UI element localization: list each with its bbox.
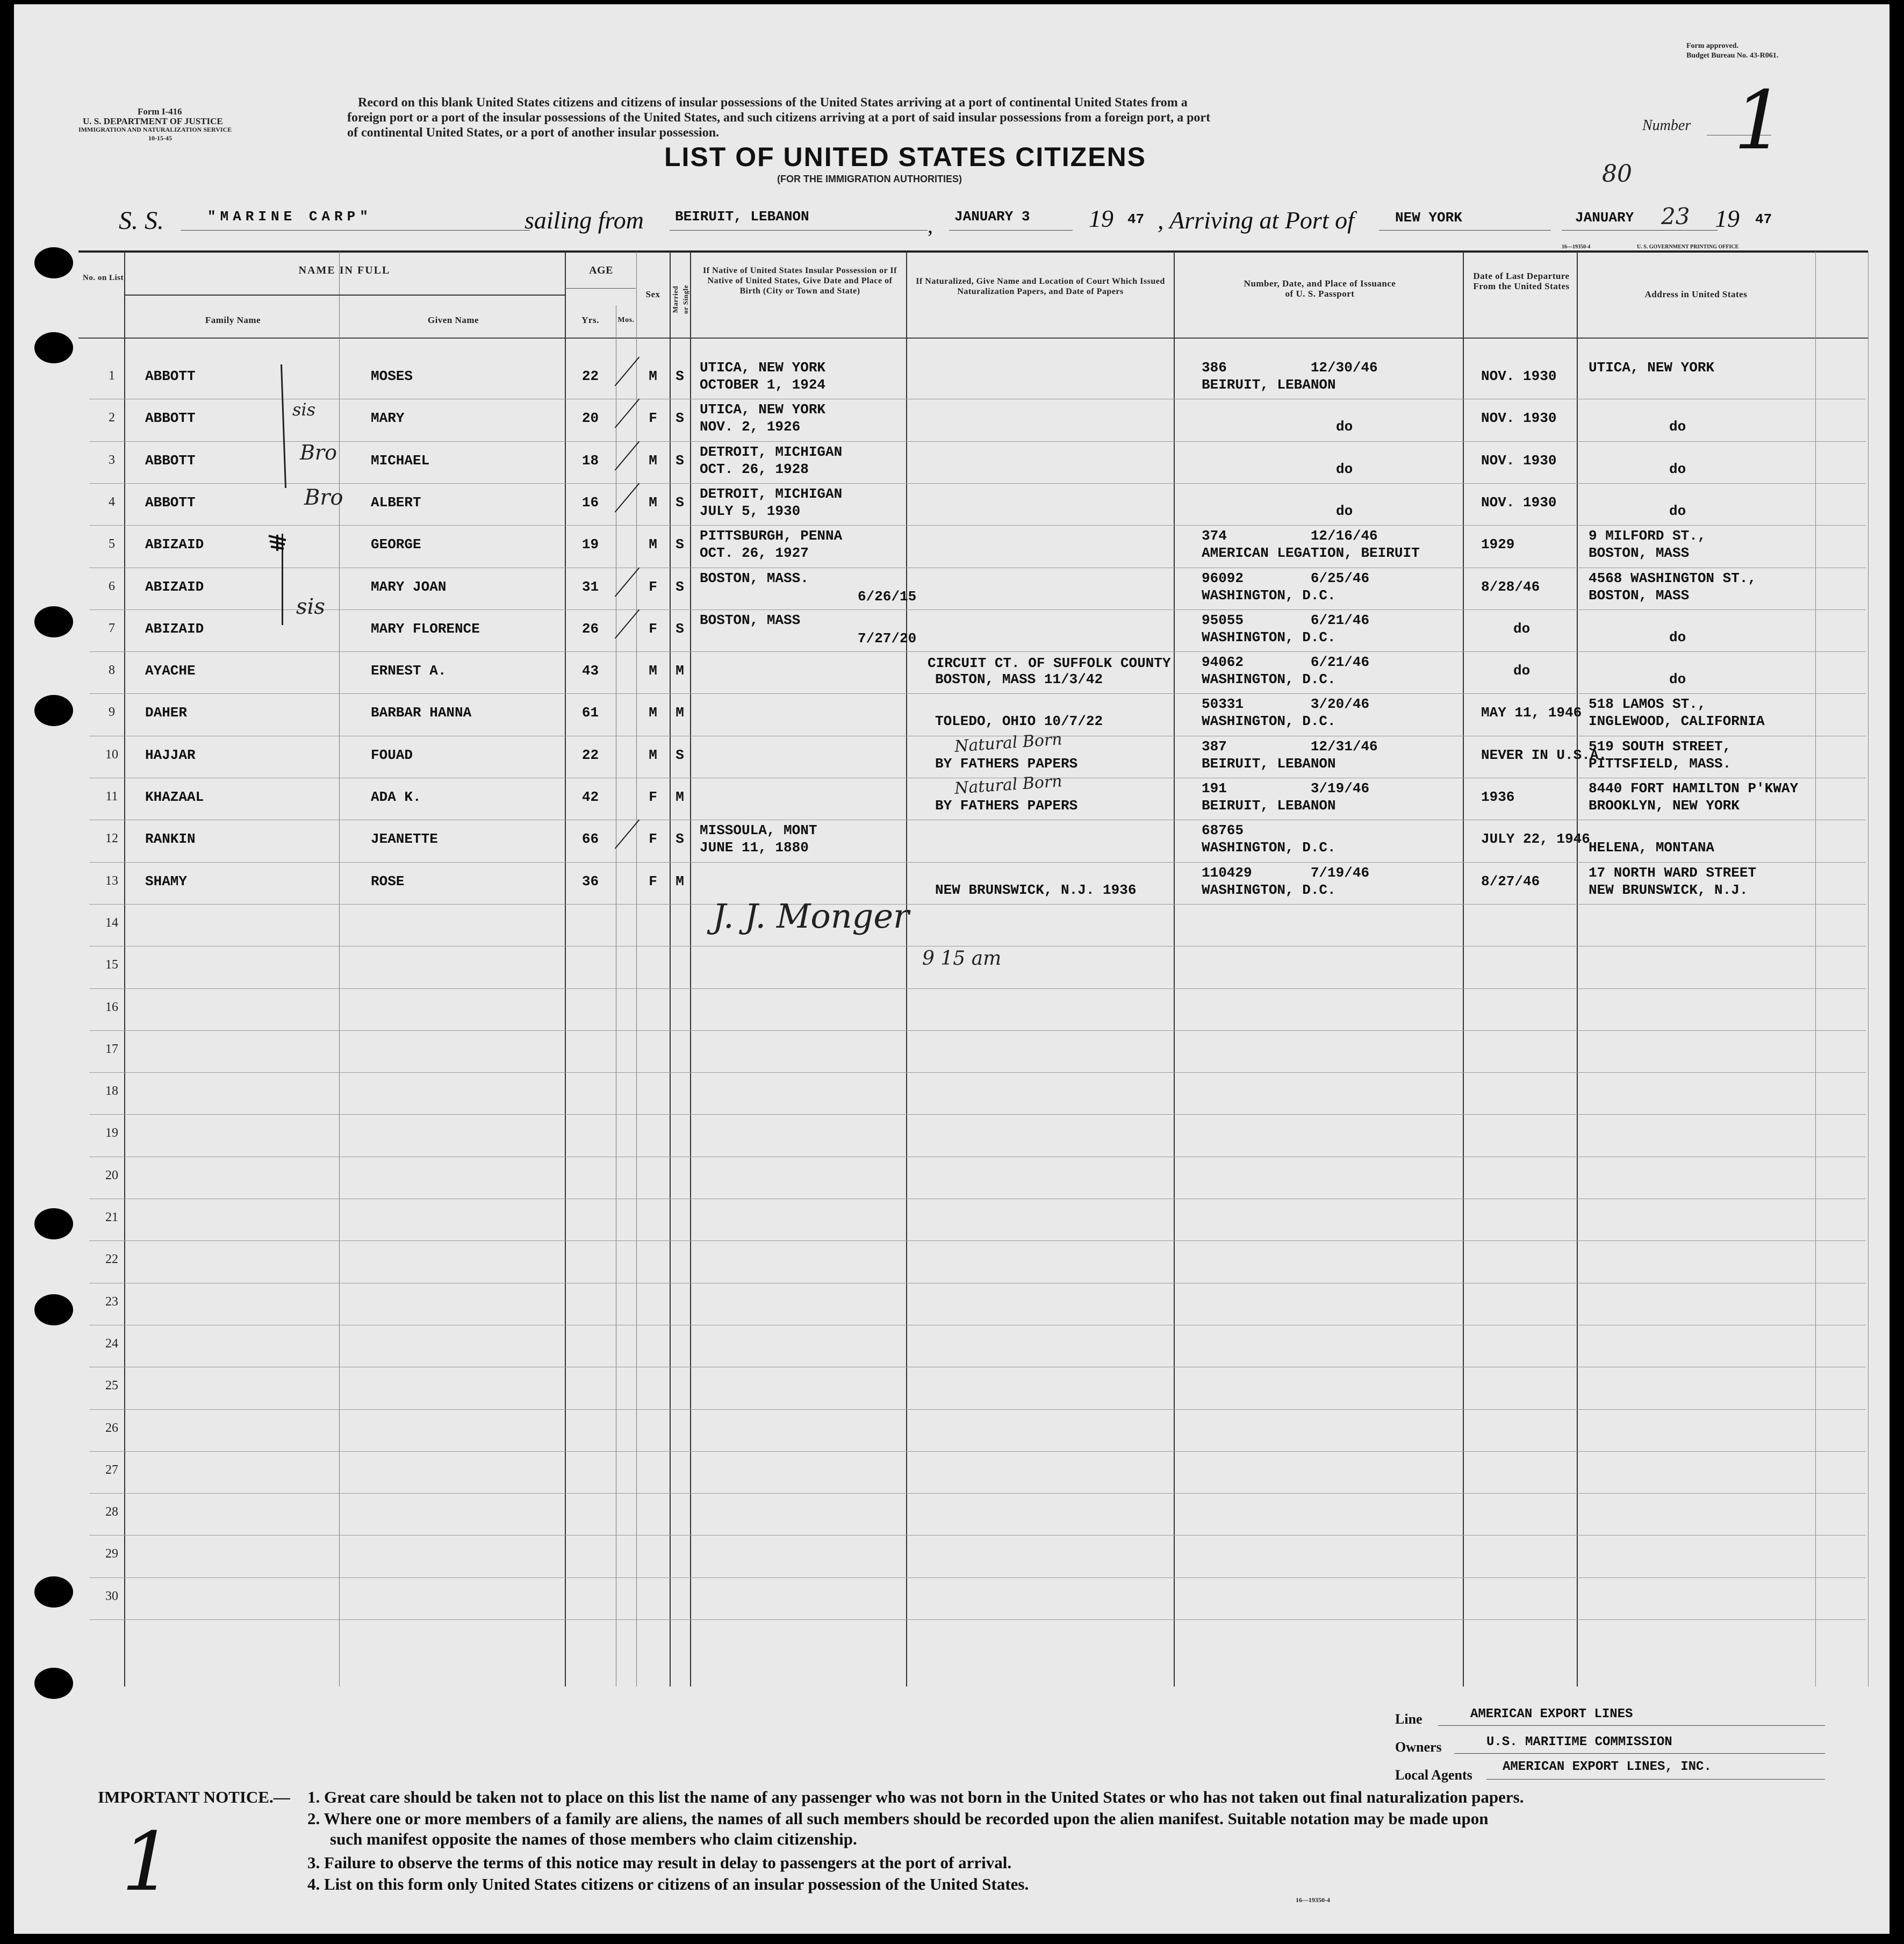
- header-family-name: Family Name: [205, 315, 261, 325]
- arriving-label: , Arriving at Port of: [1158, 206, 1354, 234]
- from-port: BEIRUIT, LEBANON: [675, 209, 809, 225]
- age-years: 36: [581, 873, 599, 889]
- age-years: 66: [581, 831, 599, 848]
- row-rule: [89, 904, 1866, 905]
- signature: J. J. Monger: [713, 896, 909, 936]
- family-name: KHAZAAL: [145, 789, 204, 805]
- naturalization-location: BY FATHERS PAPERS: [935, 798, 1078, 814]
- given-name: JEANETTE: [371, 831, 438, 848]
- row-rule: [89, 1072, 1866, 1073]
- instruction-line: Record on this blank United States citizens and citizens of insular possessions of the United States arriving at a port of continental United States from a: [358, 96, 1188, 110]
- form-number: Form I-416: [138, 106, 182, 117]
- row-number: 12: [105, 831, 118, 846]
- marital-status: S: [676, 831, 684, 848]
- family-name: RANKIN: [145, 831, 196, 848]
- page-subtitle: (FOR THE IMMIGRATION AUTHORITIES): [777, 174, 962, 184]
- given-name: MOSES: [371, 368, 413, 384]
- birth-date: OCTOBER 1, 1924: [700, 377, 826, 393]
- age-years: 20: [581, 410, 599, 427]
- last-departure: MAY 11, 1946: [1481, 705, 1582, 721]
- passport-place: BEIRUIT, LEBANON: [1202, 377, 1336, 393]
- scribble-mark: [267, 534, 288, 552]
- row-rule: [89, 1535, 1866, 1536]
- family-name: ABIZAID: [145, 620, 204, 637]
- col-divider: [339, 252, 340, 1687]
- sex: F: [649, 410, 657, 427]
- row-rule: [89, 651, 1866, 652]
- row-number: 19: [105, 1126, 118, 1140]
- birth-date: JUNE 11, 1880: [700, 840, 809, 856]
- row-number: 18: [105, 1084, 118, 1099]
- handwritten-page-number: 1: [121, 1816, 173, 1909]
- last-departure: NOV. 1930: [1481, 494, 1557, 511]
- row-rule: [89, 483, 1866, 484]
- form-approved: Form approved.: [1686, 42, 1738, 50]
- sex: M: [649, 705, 657, 721]
- birth-date: OCT. 26, 1927: [700, 545, 809, 562]
- sex: M: [649, 663, 657, 679]
- family-name: ABBOTT: [145, 494, 196, 511]
- row-number: 8: [109, 663, 115, 678]
- birth-date: 6/26/15: [858, 588, 917, 605]
- marital-status: S: [676, 578, 684, 595]
- owners-value: U.S. MARITIME COMMISSION: [1486, 1735, 1672, 1749]
- age-years: 26: [581, 620, 599, 637]
- row-rule: [89, 1240, 1866, 1241]
- row-number: 22: [105, 1252, 118, 1267]
- row-number: 13: [105, 873, 118, 888]
- row-rule: [89, 609, 1866, 610]
- sailing-label: sailing from: [525, 206, 644, 234]
- manifest-page: [14, 4, 1889, 1934]
- time-note: 9 15 am: [922, 948, 1002, 970]
- last-departure: NEVER IN U.S.A.: [1481, 747, 1607, 763]
- row-number: 11: [105, 790, 118, 804]
- row-rule: [89, 1493, 1866, 1494]
- header-no: No. on List: [83, 274, 124, 282]
- given-name: BARBAR HANNA: [371, 705, 472, 721]
- marital-status: S: [676, 536, 684, 553]
- naturalization-court: CIRCUIT CT. OF SUFFOLK COUNTY: [928, 655, 1171, 672]
- row-number: 28: [105, 1505, 118, 1519]
- year-prefix: 19: [1089, 205, 1113, 232]
- row-number: 2: [109, 411, 115, 425]
- age-years: 22: [581, 368, 599, 384]
- birth-place: MISSOULA, MONT: [700, 822, 817, 839]
- passport-place: WASHINGTON, D.C.: [1202, 629, 1336, 645]
- birth-place: BOSTON, MASS.: [700, 570, 809, 586]
- family-name: ABIZAID: [145, 578, 204, 595]
- last-departure: 8/28/46: [1481, 578, 1540, 595]
- notice-2-cont: such manifest opposite the names of those members who claim citizenship.: [330, 1830, 857, 1848]
- handwritten-number: 1: [1734, 74, 1785, 168]
- punch-hole: [34, 606, 73, 637]
- department: U. S. DEPARTMENT OF JUSTICE: [83, 116, 223, 126]
- row-number: 16: [105, 1000, 118, 1014]
- birth-date: 7/27/20: [858, 630, 917, 647]
- row-rule: [89, 1577, 1866, 1578]
- passport-number-date: 374 12/16/46: [1202, 528, 1378, 544]
- header-age: AGE: [589, 264, 613, 276]
- header-naturalized: If Naturalized, Give Name and Location of Court Which Issued Naturalization Papers, and Date of Papers: [916, 277, 1165, 296]
- form-date-code: 10-15-45: [148, 134, 172, 142]
- sex: M: [649, 747, 657, 763]
- arrive-day: 23: [1661, 203, 1690, 229]
- punch-hole: [34, 695, 73, 726]
- given-name: ROSE: [371, 873, 405, 889]
- last-departure: 1936: [1481, 789, 1515, 805]
- row-rule: [89, 1030, 1866, 1031]
- marital-status: M: [676, 705, 684, 721]
- age-years: 16: [581, 494, 599, 511]
- birth-place: BOSTON, MASS: [700, 612, 801, 628]
- age-years: 22: [581, 747, 599, 763]
- table-top-border: [78, 250, 1868, 253]
- age-years: 18: [581, 452, 599, 469]
- marital-status: S: [676, 747, 684, 763]
- col-divider: [690, 252, 691, 1687]
- row-number: 17: [105, 1042, 118, 1056]
- marital-status: S: [676, 452, 684, 469]
- col-divider: [1577, 252, 1578, 1687]
- family-name: ABBOTT: [145, 410, 196, 427]
- passport-number-date: 386 12/30/46: [1202, 360, 1378, 376]
- col-divider: [1815, 252, 1816, 1687]
- sex: F: [649, 873, 657, 889]
- row-number: 27: [105, 1462, 118, 1477]
- header-mos: Mos.: [617, 316, 635, 324]
- row-number: 4: [109, 494, 115, 509]
- birth-place: PITTSBURGH, PENNA: [700, 528, 843, 544]
- passport-number-date: 96092 6/25/46: [1202, 570, 1370, 586]
- address-city: INGLEWOOD, CALIFORNIA: [1589, 713, 1765, 730]
- row-number: 14: [105, 915, 118, 930]
- sex: F: [649, 831, 657, 848]
- family-name: SHAMY: [145, 873, 188, 889]
- number-label: Number: [1642, 117, 1691, 134]
- row-number: 7: [109, 621, 115, 635]
- passport-number-date: 110429 7/19/46: [1202, 864, 1370, 881]
- page-mark: 80: [1602, 160, 1632, 188]
- address-line: 4568 WASHINGTON ST.,: [1589, 570, 1757, 586]
- given-name: ADA K.: [371, 789, 421, 805]
- bro-note: Bro: [304, 485, 343, 510]
- arrive-date: JANUARY: [1575, 210, 1634, 226]
- last-departure: NOV. 1930: [1481, 368, 1557, 384]
- age-years: 31: [581, 578, 599, 595]
- row-rule: [89, 1114, 1866, 1115]
- header-yrs: Yrs.: [581, 315, 599, 325]
- header-native: If Native of United States Insular Possession or If Native of United States, Give Date and Place of Birth (City or Town and State): [703, 266, 897, 296]
- header-name-in-full: NAME IN FULL: [298, 264, 391, 276]
- row-number: 26: [105, 1421, 118, 1435]
- owners-label: Owners: [1395, 1739, 1442, 1755]
- passport-place: do: [1336, 461, 1353, 477]
- marital-status: M: [676, 789, 684, 805]
- sex: M: [649, 368, 657, 384]
- print-office: U. S. GOVERNMENT PRINTING OFFICE: [1637, 244, 1739, 250]
- row-number: 15: [105, 958, 118, 972]
- address-city: do: [1669, 461, 1686, 477]
- address-city: do: [1669, 503, 1686, 519]
- row-rule: [89, 1409, 1866, 1410]
- address-line: 518 LAMOS ST.,: [1589, 696, 1706, 713]
- address-city: do: [1669, 671, 1686, 688]
- budget-bureau: Budget Bureau No. 43-R061.: [1686, 52, 1779, 60]
- sex: M: [649, 452, 657, 469]
- header-sex: Sex: [645, 289, 660, 299]
- agents-value: AMERICAN EXPORT LINES, INC.: [1503, 1760, 1712, 1774]
- punch-hole: [34, 332, 73, 363]
- passport-place: WASHINGTON, D.C.: [1202, 587, 1336, 604]
- ship-underline: [181, 230, 530, 231]
- address-line: 17 NORTH WARD STREET: [1589, 864, 1757, 881]
- instruction-line: foreign port or a port of the insular possessions of the United States, and such citizens arriving at a port of said insular possessions from a foreign port, a port: [347, 111, 1211, 125]
- header-passport: Number, Date, and Place of Issuance of U. S. Passport: [1244, 278, 1396, 299]
- passport-place: do: [1336, 503, 1353, 519]
- marital-status: S: [676, 368, 684, 384]
- notice-label: IMPORTANT NOTICE.—: [98, 1788, 290, 1806]
- birth-place: UTICA, NEW YORK: [700, 360, 826, 376]
- punch-hole: [34, 247, 73, 278]
- comma: ,: [928, 213, 933, 238]
- name-header-rule: [124, 295, 565, 296]
- sis-note: sis: [296, 594, 325, 619]
- row-number: 5: [109, 537, 115, 551]
- address-line: 8440 FORT HAMILTON P'KWAY: [1589, 780, 1799, 797]
- given-name: MICHAEL: [371, 452, 430, 469]
- birth-date: JULY 5, 1930: [700, 503, 801, 519]
- service: IMMIGRATION AND NATURALIZATION SERVICE: [78, 126, 232, 133]
- address-city: BOSTON, MASS: [1589, 545, 1690, 562]
- passport-place: WASHINGTON, D.C.: [1202, 840, 1336, 856]
- passport-place: WASHINGTON, D.C.: [1202, 671, 1336, 688]
- passport-place: BEIRUIT, LEBANON: [1202, 755, 1336, 772]
- punch-hole: [34, 1294, 73, 1325]
- passport-place: AMERICAN LEGATION, BEIRUIT: [1202, 545, 1420, 562]
- age-header-rule: [565, 288, 636, 289]
- address-line: 9 MILFORD ST.,: [1589, 528, 1706, 544]
- col-divider: [1463, 252, 1464, 1687]
- given-name: ERNEST A.: [371, 663, 447, 679]
- header-departure: Date of Last Departure From the United States: [1473, 271, 1570, 291]
- col-divider: [1868, 252, 1869, 1687]
- last-departure: NOV. 1930: [1481, 452, 1557, 469]
- sail-year: 47: [1127, 211, 1145, 227]
- last-departure: do: [1513, 663, 1531, 679]
- address-city: NEW BRUNSWICK, N.J.: [1589, 881, 1748, 898]
- line-label: Line: [1395, 1711, 1422, 1727]
- address-line: 519 SOUTH STREET,: [1589, 738, 1731, 755]
- sex: M: [649, 494, 657, 511]
- sis-note: sis: [292, 399, 316, 420]
- row-rule: [89, 1619, 1866, 1620]
- address-city: BROOKLYN, NEW YORK: [1589, 798, 1740, 814]
- row-number: 3: [109, 453, 115, 467]
- marital-status: M: [676, 873, 684, 889]
- notice-2: 2. Where one or more members of a family are aliens, the names of all such members should be recorded upon the alien manifest. Suitable notation may be made upon: [307, 1809, 1489, 1828]
- naturalization-court: Natural Born: [954, 729, 1063, 756]
- notice-1: 1. Great care should be taken not to place on this list the name of any passenger who was not born in the United States or who has not taken out final naturalization papers.: [307, 1788, 1524, 1806]
- passport-number-date: 68765: [1202, 822, 1244, 839]
- given-name: MARY JOAN: [371, 578, 447, 595]
- line-value: AMERICAN EXPORT LINES: [1470, 1707, 1633, 1721]
- address-city: do: [1669, 629, 1686, 645]
- owners-underline: [1454, 1753, 1825, 1754]
- family-name: ABIZAID: [145, 536, 204, 553]
- last-departure: NOV. 1930: [1481, 410, 1557, 427]
- sail-date: JANUARY 3: [954, 209, 1030, 225]
- passport-place: WASHINGTON, D.C.: [1202, 881, 1336, 898]
- to-underline: [1379, 230, 1551, 231]
- passport-number-date: 191 3/19/46: [1202, 780, 1370, 797]
- arrive-underline: [1562, 230, 1718, 231]
- age-years: 42: [581, 789, 599, 805]
- passport-number-date: 94062 6/21/46: [1202, 654, 1370, 671]
- address-city: BOSTON, MASS: [1589, 587, 1690, 604]
- row-rule: [89, 441, 1866, 442]
- arrive-year: 47: [1755, 211, 1772, 227]
- page-title: LIST OF UNITED STATES CITIZENS: [664, 142, 1147, 172]
- notice-3: 3. Failure to observe the terms of this notice may result in delay to passengers at the port of arrival.: [307, 1853, 1012, 1872]
- birth-place: UTICA, NEW YORK: [700, 401, 826, 418]
- to-port: NEW YORK: [1395, 210, 1462, 226]
- date-underline: [949, 230, 1073, 231]
- row-number: 29: [105, 1547, 118, 1561]
- row-number: 25: [105, 1379, 118, 1393]
- header-given-name: Given Name: [427, 315, 479, 325]
- ship-name: "MARINE CARP": [207, 209, 372, 225]
- punch-hole: [34, 1208, 73, 1239]
- passport-place: do: [1336, 419, 1353, 435]
- bro-note: Bro: [300, 441, 337, 464]
- notice-4: 4. List on this form only United States citizens or citizens of an insular possession of the United States.: [307, 1875, 1029, 1893]
- row-rule: [89, 1451, 1866, 1452]
- naturalization-location: BY FATHERS PAPERS: [935, 755, 1078, 772]
- age-years: 19: [581, 536, 599, 553]
- row-number: 24: [105, 1336, 118, 1351]
- family-name: HAJJAR: [145, 747, 196, 763]
- row-number: 21: [105, 1210, 118, 1224]
- given-name: FOUAD: [371, 747, 413, 763]
- given-name: ALBERT: [371, 494, 421, 511]
- row-rule: [89, 988, 1866, 989]
- passport-number-date: 95055 6/21/46: [1202, 612, 1370, 628]
- age-years: 61: [581, 705, 599, 721]
- passport-place: BEIRUIT, LEBANON: [1202, 798, 1336, 814]
- footer-print-code: 16—19350-4: [1296, 1896, 1330, 1904]
- year-prefix: 19: [1715, 205, 1740, 232]
- row-number: 30: [105, 1589, 118, 1603]
- col-divider: [906, 252, 907, 1687]
- address-city: do: [1669, 419, 1686, 435]
- naturalization-location: NEW BRUNSWICK, N.J. 1936: [935, 881, 1137, 898]
- row-number: 20: [105, 1168, 118, 1182]
- row-number: 6: [109, 579, 115, 593]
- naturalization-location: TOLEDO, OHIO 10/7/22: [935, 713, 1103, 730]
- family-name: DAHER: [145, 705, 188, 721]
- marital-status: S: [676, 620, 684, 637]
- row-number: 1: [109, 369, 115, 383]
- line-underline: [1438, 1725, 1825, 1726]
- sex: M: [649, 536, 657, 553]
- sex: F: [649, 789, 657, 805]
- given-name: MARY: [371, 410, 405, 427]
- family-bracket: [281, 364, 286, 488]
- print-code: 16—19350-4: [1562, 244, 1591, 250]
- address-city: HELENA, MONTANA: [1589, 840, 1715, 856]
- row-number: 9: [109, 705, 115, 720]
- ss-label: S. S.: [119, 206, 164, 235]
- naturalization-location: BOSTON, MASS 11/3/42: [935, 671, 1103, 688]
- last-departure: 1929: [1481, 536, 1515, 553]
- agents-underline: [1486, 1779, 1825, 1780]
- last-departure: 8/27/46: [1481, 873, 1540, 889]
- family-name: AYACHE: [145, 663, 196, 679]
- given-name: GEORGE: [371, 536, 421, 553]
- row-rule: [89, 693, 1866, 694]
- last-departure: JULY 22, 1946: [1481, 831, 1590, 848]
- header-bottom-border: [78, 338, 1868, 339]
- marital-status: S: [676, 494, 684, 511]
- marital-status: S: [676, 410, 684, 427]
- row-number: 23: [105, 1294, 118, 1309]
- address-city: PITTSFIELD, MASS.: [1589, 755, 1731, 772]
- age-years: 43: [581, 663, 599, 679]
- header-married: Married or Single: [671, 285, 689, 314]
- family-name: ABBOTT: [145, 452, 196, 469]
- sex: F: [649, 578, 657, 595]
- header-address: Address in United States: [1644, 289, 1748, 299]
- instruction-line: of continental United States, or a port of another insular possession.: [347, 126, 720, 140]
- agents-label: Local Agents: [1395, 1767, 1472, 1783]
- marital-status: M: [676, 663, 684, 679]
- sex: F: [649, 620, 657, 637]
- birth-place: DETROIT, MICHIGAN: [700, 485, 843, 502]
- passport-number-date: 387 12/31/46: [1202, 738, 1378, 755]
- passport-number-date: 50331 3/20/46: [1202, 696, 1370, 713]
- address-line: UTICA, NEW YORK: [1589, 360, 1715, 376]
- naturalization-court: Natural Born: [954, 772, 1063, 798]
- last-departure: do: [1513, 620, 1531, 637]
- birth-date: OCT. 26, 1928: [700, 461, 809, 477]
- given-name: MARY FLORENCE: [371, 620, 480, 637]
- birth-date: NOV. 2, 1926: [700, 419, 801, 435]
- passport-place: WASHINGTON, D.C.: [1202, 713, 1336, 730]
- from-underline: [670, 230, 928, 231]
- row-rule: [89, 525, 1866, 526]
- row-rule: [89, 862, 1866, 863]
- punch-hole: [34, 1576, 73, 1608]
- row-number: 10: [105, 747, 118, 762]
- birth-place: DETROIT, MICHIGAN: [700, 443, 843, 460]
- family-name: ABBOTT: [145, 368, 196, 384]
- col-divider: [1174, 252, 1175, 1687]
- punch-hole: [34, 1668, 73, 1699]
